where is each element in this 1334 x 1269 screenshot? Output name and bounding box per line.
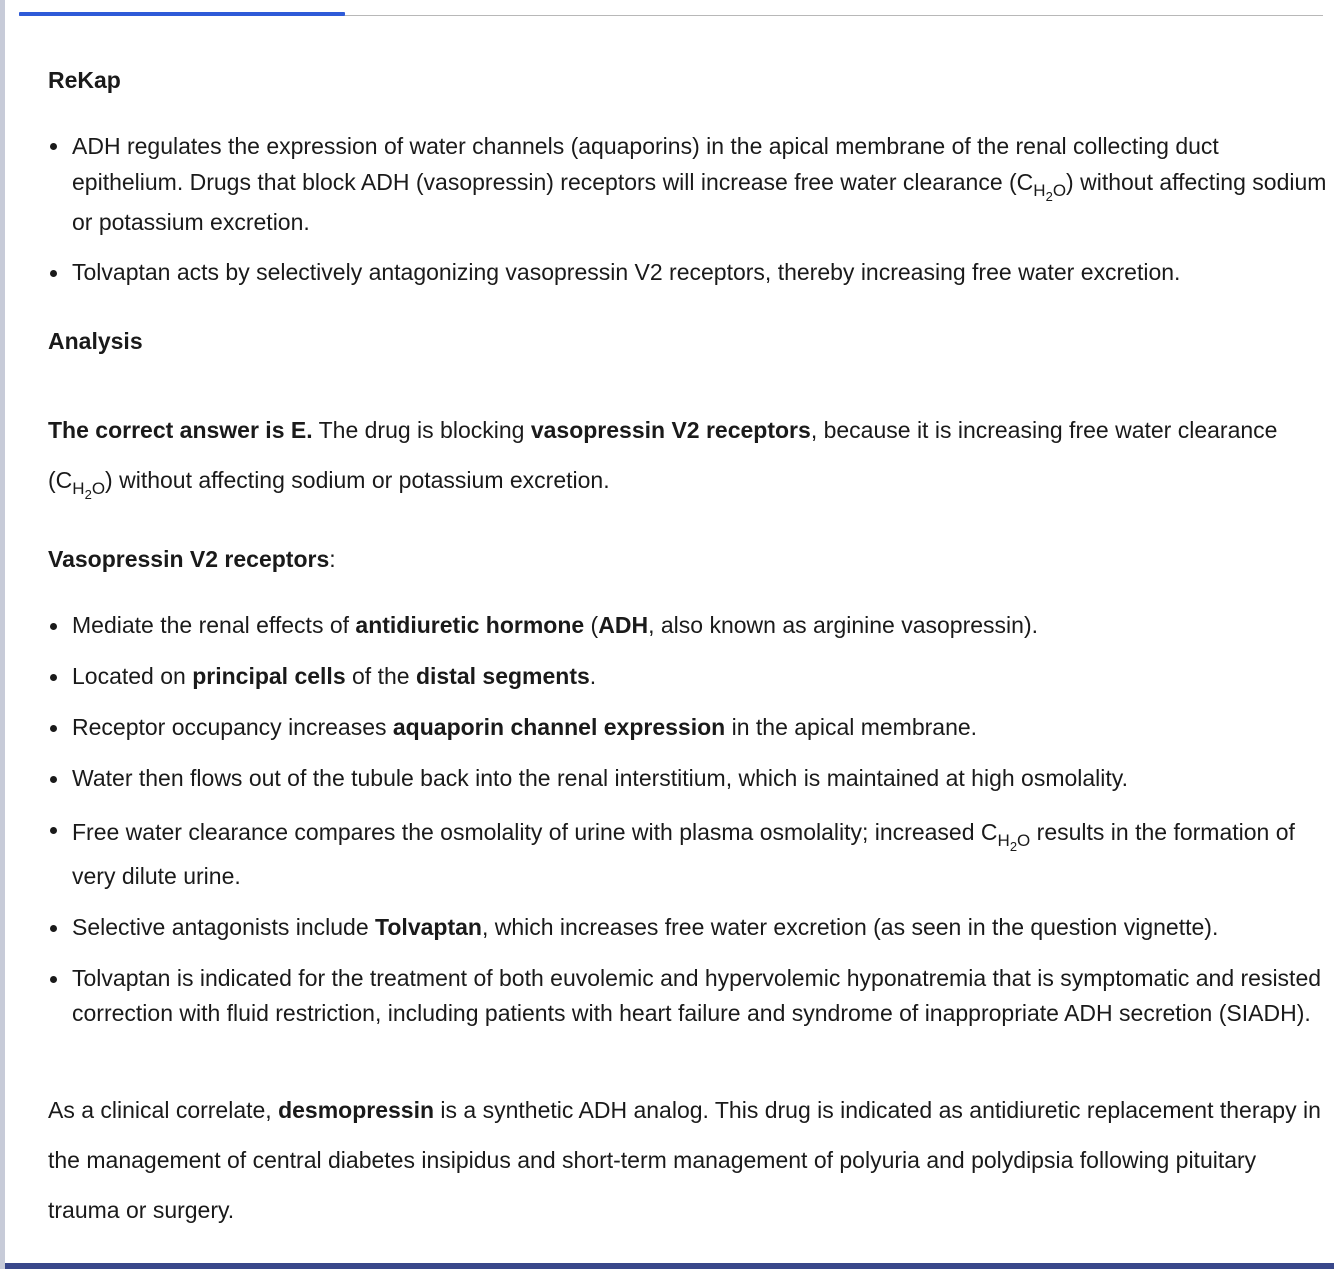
list-item: Tolvaptan is indicated for the treatment of both euvolemic and hypervolemic hyponatremia that is symptomatic and resisted correction with fluid restriction, including patients with heart failure and syndrome of inappropriate ADH secretion (SIADH). [48,961,1333,1031]
list-item: Mediate the renal effects of antidiuretic hormone (ADH, also known as arginine vasopressin). [48,608,1333,643]
progress-bar [19,12,345,16]
v2-list [48,608,1333,1031]
list-item: Receptor occupancy increases aquaporin channel expression in the apical membrane. [48,710,1333,745]
correct-answer-paragraph: The correct answer is E. The drug is blocking vasopressin V2 receptors, because it is increasing free water clearance $(C_{H_2O})$ without affecting sodium or potassium excretion. [48,417,1278,502]
list-item: ADH regulates the expression of water channels (aquaporins) in the apical membrane of the renal collecting duct epithelium. Drugs that block ADH (vasopressin) receptors will increase free water clearance $(C_{H_2O})$ without affecting sodium or potassium excretion. [48,128,1333,240]
rekap-heading: ReKap [48,67,121,93]
list-item: Free water clearance compares the osmolality of urine with plasma osmolality; increased $C_{H_2O}$ results in the formation of very dilute urine. [48,812,1333,896]
list-item: Water then flows out of the tubule back into the renal interstitium, which is maintained at high osmolality. [48,761,1333,796]
v2-heading: Vasopressin V2 receptors: [48,546,336,572]
rekap-list [48,128,1333,290]
list-item: Selective antagonists include Tolvaptan, which increases free water excretion (as seen in the question vignette). [48,910,1333,945]
list-item: Tolvaptan acts by selectively antagonizing vasopressin V2 receptors, thereby increasing free water excretion. [48,255,1333,290]
clinical-correlate-paragraph: As a clinical correlate, desmopressin is a synthetic ADH analog. This drug is indicated as antidiuretic replacement therapy in the management of central diabetes insipidus and short-term management of polyuria and polydipsia following pituitary trauma or surgery. [48,1097,1321,1223]
analysis-heading: Analysis [48,328,143,354]
bottom-border [5,1263,1334,1269]
list-item: Located on principal cells of the distal segments. [48,659,1333,694]
